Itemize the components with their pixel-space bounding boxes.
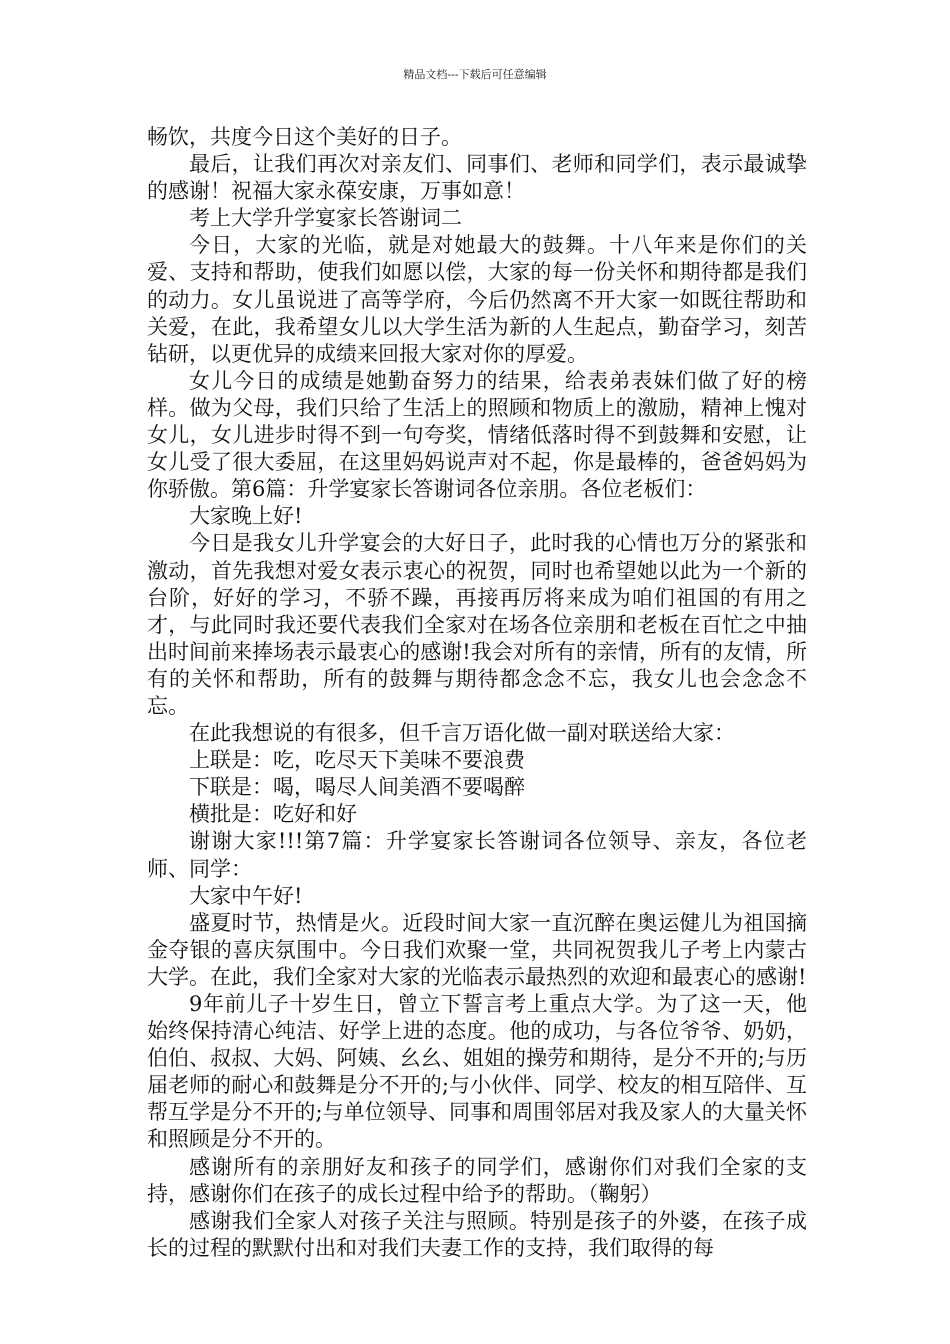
section-heading: 考上大学升学宴家长答谢词二 xyxy=(189,206,462,231)
paragraph: 谢谢大家!!!第7篇：升学宴家长答谢词各位领导、亲友，各位老师、同学： xyxy=(147,829,807,881)
paragraph: 大家中午好! xyxy=(189,883,303,908)
paragraph: 在此我想说的有很多，但千言万语化做一副对联送给大家： xyxy=(189,721,735,746)
paragraph: 最后，让我们再次对亲友们、同事们、老师和同学们，表示最诚挚的感谢！祝福大家永葆安康，万事如意！ xyxy=(147,152,807,204)
paragraph: 感谢所有的亲朋好友和孩子的同学们，感谢你们对我们全家的支持，感谢你们在孩子的成长过程中给予的帮助。（鞠躬） xyxy=(147,1154,807,1206)
couplet-line: 下联是：喝，喝尽人间美酒不要喝醉 xyxy=(189,775,525,800)
page-header: 精品文档---下载后可任意编辑 xyxy=(403,68,547,81)
document-body xyxy=(147,124,807,1262)
paragraph: 今日，大家的光临，就是对她最大的鼓舞。十八年来是你们的关爱、支持和帮助，使我们如愿以偿，大家的每一份关怀和期待都是我们的动力。女儿虽说进了高等学府，今后仍然离不开大家一如既往帮助和关爱，在此，我希望女儿以大学生活为新的人生起点，勤奋学习，刻苦钻研，以更优异的成绩来回报大家对你的厚爱。 xyxy=(147,233,807,366)
couplet-line: 上联是：吃，吃尽天下美味不要浪费 xyxy=(189,748,525,773)
paragraph: 感谢我们全家人对孩子关注与照顾。特别是孩子的外婆，在孩子成长的过程的默默付出和对我们夫妻工作的支持，我们取得的每 xyxy=(147,1208,807,1260)
paragraph: 大家晚上好! xyxy=(189,504,303,529)
paragraph: 今日是我女儿升学宴会的大好日子，此时我的心情也万分的紧张和激动，首先我想对爱女表示衷心的祝贺，同时也希望她以此为一个新的台阶，好好的学习，不骄不躁，再接再厉将来成为咱们祖国的有用之才，与此同时我还要代表我们全家对在场各位亲朋和老板在百忙之中抽出时间前来捧场表示最衷心的感谢!我会对所有的亲情，所有的友情，所有的关怀和帮助，所有的鼓舞与期待都念念不忘，我女儿也会念念不忘。 xyxy=(147,531,807,718)
paragraph: 盛夏时节，热情是火。近段时间大家一直沉醉在奥运健儿为祖国摘金夺银的喜庆氛围中。今日我们欢聚一堂，共同祝贺我儿子考上内蒙古大学。在此，我们全家对大家的光临表示最热烈的欢迎和最衷心的感谢! xyxy=(147,910,807,989)
couplet-line: 横批是：吃好和好 xyxy=(189,802,357,827)
paragraph: 畅饮，共度今日这个美好的日子。 xyxy=(147,125,462,149)
paragraph: 9年前儿子十岁生日，曾立下誓言考上重点大学。为了这一天，他始终保持清心纯洁、好学上进的态度。他的成功，与各位爷爷、奶奶，伯伯、叔叔、大妈、阿姨、幺幺、姐姐的操劳和期待，是分不开的;与历届老师的耐心和鼓舞是分不开的;与小伙伴、同学、校友的相互陪伴、互帮互学是分不开的;与单位领导、同事和周围邻居对我及家人的大量关怀和照顾是分不开的。 xyxy=(147,992,807,1152)
paragraph: 女儿今日的成绩是她勤奋努力的结果，给表弟表妹们做了好的榜样。做为父母，我们只给了生活上的照顾和物质上的激励，精神上愧对女儿，女儿进步时得不到一句夸奖，情绪低落时得不到鼓舞和安慰，让女儿受了很大委屈，在这里妈妈说声对不起，你是最棒的，爸爸妈妈为你骄傲。第6篇：升学宴家长答谢词各位亲朋。各位老板们： xyxy=(147,368,807,502)
